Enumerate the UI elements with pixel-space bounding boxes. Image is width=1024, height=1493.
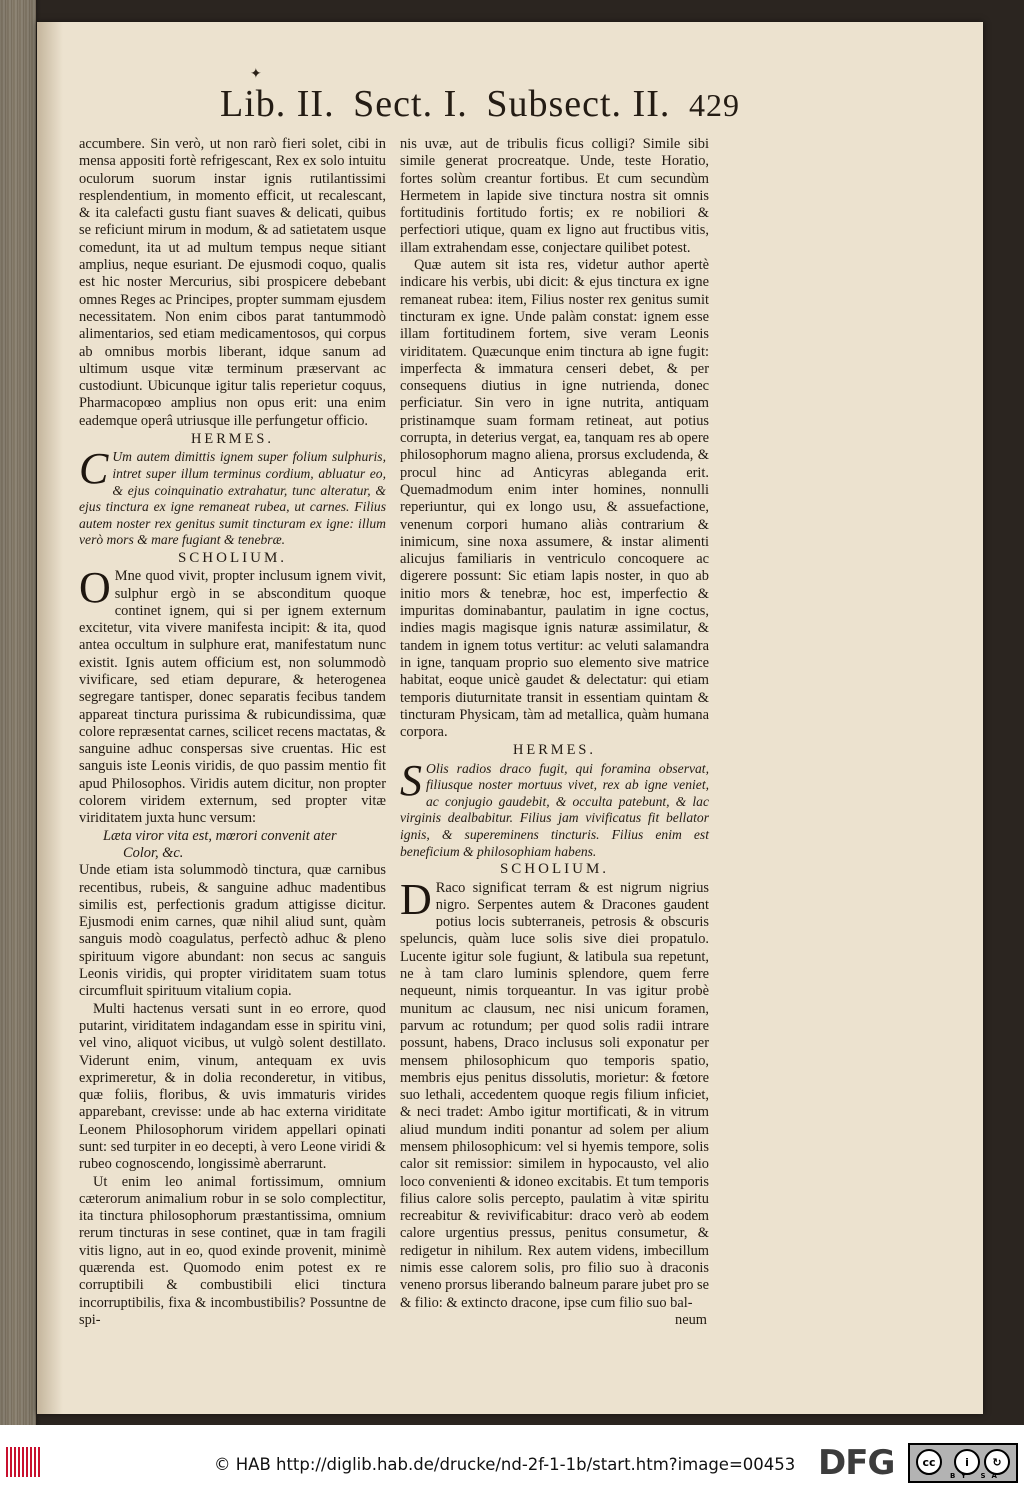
left-scholium-text: Mne quod vivit, propter inclusum ignem vivit, sulphur ergò in se absconditum quoque continet ignem, qui si per ignem externum excitetur, vita vivere manifesta incipit: & ita, quod antea occultum in sulphure erat, manifestatum nunc existit. Ignis autem officium est, non solummodò vivificare, sed etiam depurare, & heterogenea segregare tantisper, donec separatis fecibus tandem appareat tinctura purissima & rubicundissima, quæ colore repræsentat carnes, scilicet recens mactatas, & sanguine adhuc conspersas sive cruentas. Hic est sanguis iste Leonis viridis, de quo passim mentio fit apud Philosophos. Viridis autem dicitur, non propter colorem viridem externum, sed propter vitæ viriditatem juxta hunc versum: [79, 568, 386, 827]
running-header [220, 82, 740, 134]
header-liber: Lib. II. [220, 83, 335, 125]
by-icon: i [954, 1449, 980, 1475]
verse-line-1: Læta viror vita est, mœrori convenit ater [103, 827, 337, 844]
left-hermes-text: Um autem dimittis ignem super folium sulphuris, intret super illum terminus cordium, abluatur eo, & ejus coinquinatio extrahatur, tunc alteratur, & ejus tinctura ex igne remaneat rubea, ut carnes. Filius autem noster rex genitus sumit tincturam ex igne: illum verò mors & mare fugiant & tenebræ. [79, 449, 386, 548]
hab-logo-stripes [6, 1447, 40, 1477]
left-paragraph-5: Ut enim leo animal fortissimum, omnium cæterorum animalium robur in se solo complectitur, ita tinctura philosophorum præstantissima, omnium rerum tincturas in sese continet, quæ in tam fragili vitis ligno, aut in eo, quod exinde provenit, minimè quærenda est. Quomodo enim potest ex re corruptibili & combustibili elici tinctura incorruptibilis, fixa & incombustibilis? Possuntne de spi- [79, 1173, 386, 1328]
right-scholium-text: Raco significat terram & est nigrum nigrius nigro. Serpentes autem & Dracones gaudent potius locis subterraneis, petrosis & obscuris speluncis, quàm luce solis sive diei propatulo. Lucente igitur sole fugiunt, & latibula sua repetunt, ne à tam claro luminis splendore, quem ferre nequeunt, nimis torqueantur. In vas igitur probè munitum ac clausum, nec nisi unicum foramen, parvum ac rotundum; per quod solis radii intrare possunt, habens, Draco inclusus soli exponatur per mensem philosophicum quo temporis spatio, membris ejus penitus dissolutis, morietur: & fœtore suo lethali, accedentem quoque regis filium inficiet, & neci tradet: Ambo igitur mortificati, & in vitrum aliud mundum inditi ponantur ad solem per alium mensem philosophicum: vel si hyemis tempore, solis calor sit remissior: similem in hypocausto, vel alio loco convenienti & idoneo excitabis. Et tum temporis filius calore solis percepto, paulatim à vitæ spiritu recreabitur & revivificabitur: draco verò ab eodem calore urgentius pressus, penitus consumetur, & redigetur in nihilum. Rex autem videns, imbecillum nimis esse calorem solis, pro filio suo à draconis veneno prorsus liberando balneum parare jubet pro se & filio: & extincto dracone, ipse cum filio suo bal- [400, 879, 709, 1311]
cc-license-badge[interactable] [908, 1443, 1018, 1483]
header-sectio: Sect. I. [353, 83, 468, 125]
page-number: 429 [688, 87, 740, 123]
header-subsectio: Subsect. II. [486, 83, 671, 125]
catchword: neum [675, 1311, 707, 1328]
printer-mark: ✦ [250, 66, 262, 82]
right-text-column [400, 136, 709, 1329]
left-text-column [79, 136, 386, 1329]
dropcap-d: D [400, 874, 432, 924]
left-heading-hermes: HERMES. [191, 431, 274, 448]
left-scholium [79, 563, 386, 827]
book-page-edges [0, 0, 36, 1425]
left-paragraph-1: accumbere. Sin verò, ut non rarò fieri solet, cibi in mensa appositi fortè refrigescant, Rex ex solo intuitu oculorum suorum instar ignis rutilantissimi resplendentium, in momento efficit, ut recalescant, & ita calefacti gustu fiant suaves & delicati, quibus se reficiunt mirum in modum, & ad satietatem usque comedunt, ita ut ad multum tempus neque sitiant amplius, neque esuriant. De ejusmodi coquo, qualis est hic noster Mercurius, sibi prospicere debebant omnes Reges ac Principes, propter summam ejusdem necessitatem. Non enim cibos parat tantummodò alimentarios, sed etiam medicamentosos, qui corpus ab omnibus morbis liberant, idque sanum ad ultimum usque vitæ terminum præservant ac custodiunt. Ubicunque igitur talis reperietur coquus, Pharmacopœo amplius non opus erit: una enim eademque operâ utriusque ille perfungetur officio. [79, 136, 386, 429]
right-heading-hermes: HERMES. [513, 742, 596, 759]
verse-line-2: Color, &c. [123, 844, 184, 861]
left-paragraph-3: Unde etiam ista solummodò tinctura, quæ carnibus recentibus, rubeis, & sanguine adhuc madentibus similis est, perfectionis gradum attigisse dicitur. Ejusmodi enim carnes, quæ nihil aliud sunt, quàm sanguis modò coagulatus, perfectò adhuc & pleno spirituum vigore abundant: non secus ac sanguis Leonis viridis, qui propter viriditatem suam totus circumfluit spirituum vitalium copia. [79, 862, 386, 1000]
copyright-link[interactable]: © HAB http://diglib.hab.de/drucke/nd-2f-1-1b/start.htm?image=00453 [214, 1455, 796, 1474]
left-hermes-quote [79, 444, 386, 549]
cc-icon: cc [916, 1449, 942, 1475]
right-paragraph-2: Quæ autem sit ista res, videtur author apertè indicare his verbis, ubi dicit: & ejus tinctura ex igne remaneat rubea: item, Filius noster rex genitus sumit tincturam ex igne. Unde palàm constat: ignem esse illam fortitudinem fortem, sive veram Leonis viriditatem. Quæcunque enim tinctura ab igne fugit: imperfecta & immatura censeri debet, & per consequens diutius in igne nutrienda, donec perficiatur. Sin vero in igne nutrita, antiquam pristinamque suam formam retineat, aut potius corrupta, in deterius vergat, ea, tanquam res ab opere philosophorum magno aliena, prorsus excludenda, & procul hinc ad Anticyras ableganda erit. Quemadmodum enim inter homines, nonnulli reperiuntur, qui ex longo usu, & assuefactione, venenum corpori humano aliàs contrarium & inimicum, sine noxa assumere, & instar alimenti alicujus familiaris in ventriculo concoquere ac digerere possunt: Sic etiam lapis noster, in quo ab initio mors & tenebræ, hoc est, imperfectio & impuritas dominabantur, paulatim in igne coctus, indies magis magisque ignis naturæ assimilatur, & tandem in ignem totus vertitur: ac veluti salamandra in igne, tanquam proprio suo elemento sive matrice habitat, eoque unicè gaudet & delectatur: qui etiam temporis diuturnitate transit in essentiam quintam & tincturam Physicam, tàm ad metallica, quàm humana corpora. [400, 257, 709, 741]
left-heading-scholium: SCHOLIUM. [177, 549, 288, 566]
page-gutter-shadow [37, 22, 63, 1414]
cc-tags: BY SA [950, 1472, 1003, 1480]
viewer-footer [0, 1425, 1024, 1493]
left-paragraph-4: Multi hactenus versati sunt in eo errore, quod putarint, viriditatem indagandam esse in spiritu vini, vel vino, aliquot vicibus, ut vulgò solent destillato. Viderunt enim, vinum, antequam ex uvis exprimeretur, & in dolia reconderetur, in vitibus, quæ foliis, floribus, & uvis immaturis virides apparebant, crevisse: unde ab hac externa viriditate Leonem Philosophorum viridem appellari opinati sunt: sed turpiter in eo decepti, à vero Leone viridi & rubeo cognoscendo, longissimè aberrarunt. [79, 1000, 386, 1173]
dropcap-s: S [400, 755, 422, 805]
dropcap-c: C [79, 444, 109, 494]
right-paragraph-1: nis uvæ, aut de tribulis ficus colligi? Simile sibi simile generat procreatque. Unde, teste Horatio, fortes solùm creantur fortibus. Et cum secundùm Hermetem in lapide sive tinctura nostra sit omnis fortitudinis fortitudo fortis; ex re nobiliori & perfectiori utique, quam ex ligno aut fructibus vitis, illam extrahendam esse, conjectare quilibet potest. [400, 136, 709, 256]
right-heading-scholium: SCHOLIUM. [499, 861, 610, 878]
right-scholium [400, 874, 709, 1312]
right-hermes-quote [400, 755, 709, 861]
dropcap-o: O [79, 563, 111, 613]
sa-icon: ↻ [984, 1449, 1010, 1475]
dfg-logo: DFG [818, 1443, 895, 1483]
right-hermes-text: Olis radios draco fugit, qui foramina observat, filiusque noster mortuus vivet, rex ab igne veniet, ac conjugio gaudebit, & occulta patebunt, & lac virginis dealbabitur. Filius jam vivificatus fit bellator ignis, & supereminens tincturis. Filius enim est beneficium & philosophiam habens. [400, 760, 709, 859]
